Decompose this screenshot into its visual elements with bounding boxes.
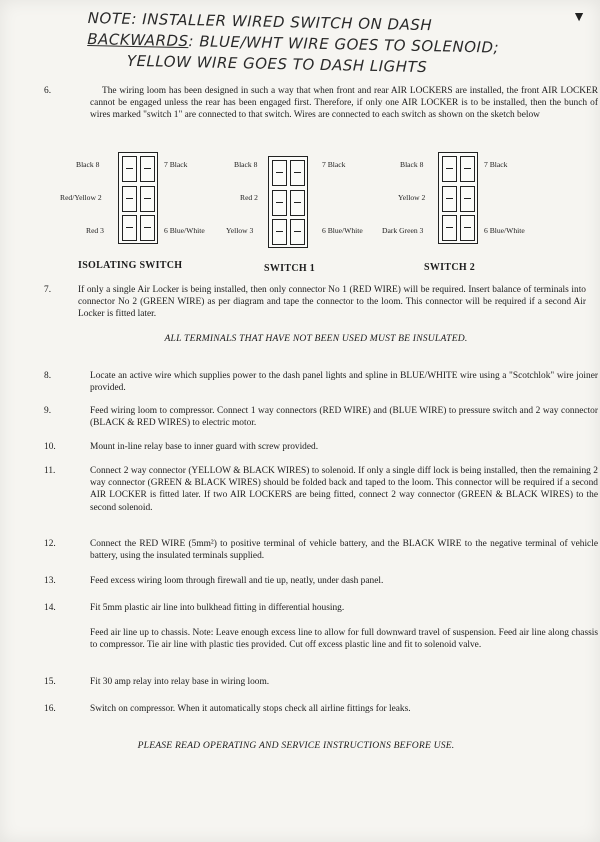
step-text: If only a single Air Locker is being installed, then only connector No 1 (RED WIRE) will be required. Insert balance of terminals into connector No 2 (GREEN WIRE) as per diagram and tape the connector to the loom. This connector will be required if a second Air Locker is fitted later. xyxy=(78,285,586,320)
step-number: 13. xyxy=(44,576,56,586)
step-number: 16. xyxy=(44,704,56,714)
terminal-label: 6 Blue/White xyxy=(164,226,205,235)
terminal-label: 6 Blue/White xyxy=(484,226,525,235)
terminal-label: Black 8 xyxy=(76,160,100,169)
handwritten-note xyxy=(87,8,588,81)
step-text: Locate an active wire which supplies power to the dash panel lights and spline in BLUE/WHITE wire using a "Scotchlok" wire joiner provided. xyxy=(90,371,598,394)
switch-body xyxy=(118,152,158,244)
step-text: Feed wiring loom to compressor. Connect 1 way connectors (RED WIRE) and (BLUE WIRE) to pressure switch and 2 way connector (BLACK & RED WIRES) to electric motor. xyxy=(90,406,598,429)
terminal-label: 7 Black xyxy=(484,160,508,169)
terminal-label: 6 Blue/White xyxy=(322,226,363,235)
terminal-label: Red/Yellow 2 xyxy=(60,193,102,202)
terminal-label: Black 8 xyxy=(234,160,258,169)
note-line-3: YELLOW WIRE GOES TO DASH LIGHTS xyxy=(126,51,428,77)
switch-1-diagram xyxy=(226,150,386,250)
switch-body xyxy=(268,156,308,248)
step-text: The wiring loom has been designed in such a way that when front and rear AIR LOCKERS are installed, the front AIR LOCKER cannot be engaged unless the rear has been engaged first. Therefore, if only one AIR LOCKER is to be installed, then the bunch of wires marked "switch 1" are connected to that switch. Wires are connected to each switch as shown on the sketch below xyxy=(90,86,598,121)
step-text: Connect the RED WIRE (5mm²) to positive terminal of vehicle battery, and the BLACK WIRE to the negative terminal of vehicle battery, using the insulated terminals supplied. xyxy=(90,539,598,562)
step-text: Fit 5mm plastic air line into bulkhead fitting in differential housing. xyxy=(90,603,345,613)
step-text: Fit 30 amp relay into relay base in wiring loom. xyxy=(90,677,270,687)
switch-2-diagram xyxy=(382,150,562,250)
terminal-label: 7 Black xyxy=(322,160,346,169)
step-text: Feed air line up to chassis. Note: Leave enough excess line to allow for full downward travel of suspension. Feed air line along chassis to compressor. Tie air line with plastic ties provided. Cut off excess plastic line and fit to solenoid valve. xyxy=(90,628,598,651)
note-underlined-word: BACKWARDS xyxy=(87,29,189,51)
note-line-1: NOTE: INSTALLER WIRED SWITCH ON DASH xyxy=(87,8,433,35)
terminal-label: Yellow 3 xyxy=(226,226,254,235)
step-number: 14. xyxy=(44,603,56,613)
step-number: 11. xyxy=(44,466,56,476)
switch-1-title: SWITCH 1 xyxy=(264,263,316,274)
insulated-notice: ALL TERMINALS THAT HAVE NOT BEEN USED MUST BE INSULATED. xyxy=(164,333,468,344)
terminal-label: Dark Green 3 xyxy=(382,226,424,235)
isolating-switch-diagram xyxy=(60,150,220,250)
terminal-label: Black 8 xyxy=(400,160,424,169)
terminal-label: Red 2 xyxy=(240,193,258,202)
ink-mark: ▼ xyxy=(572,10,586,25)
step-text: Feed excess wiring loom through firewall and tie up, neatly, under dash panel. xyxy=(90,576,384,586)
switch-body xyxy=(438,152,478,244)
terminal-label: 7 Black xyxy=(164,160,188,169)
step-number: 9. xyxy=(44,406,52,416)
footer-notice: PLEASE READ OPERATING AND SERVICE INSTRUCTIONS BEFORE USE. xyxy=(137,740,455,751)
step-number: 15. xyxy=(44,677,56,687)
step-text: Connect 2 way connector (YELLOW & BLACK WIRES) to solenoid. If only a single diff lock is being installed, then the remaining 2 way connector (GREEN & BLACK WIRES) should be folded back and taped to the loom. This connector will be required if a second AIR LOCKER is fitted later. If two AIR LOCKERS are being fitted, connect 2 way connector (GREEN & BLACK WIRES) to the second solenoid. xyxy=(90,466,598,513)
step-text: Mount in-line relay base to inner guard with screw provided. xyxy=(90,442,319,452)
note-line-2-rest: : BLUE/WHT WIRE GOES TO SOLENOID; xyxy=(188,32,500,57)
terminal-label: Red 3 xyxy=(86,226,104,235)
terminal-label: Yellow 2 xyxy=(398,193,426,202)
step-number: 7. xyxy=(44,285,52,295)
switch-2-title: SWITCH 2 xyxy=(424,262,476,273)
step-number: 6. xyxy=(44,86,52,96)
step-number: 12. xyxy=(44,539,56,549)
step-number: 10. xyxy=(44,442,56,452)
step-number: 8. xyxy=(44,371,52,381)
isolating-switch-title: ISOLATING SWITCH xyxy=(78,260,183,271)
step-text: Switch on compressor. When it automatically stops check all airline fittings for leaks. xyxy=(90,704,411,714)
